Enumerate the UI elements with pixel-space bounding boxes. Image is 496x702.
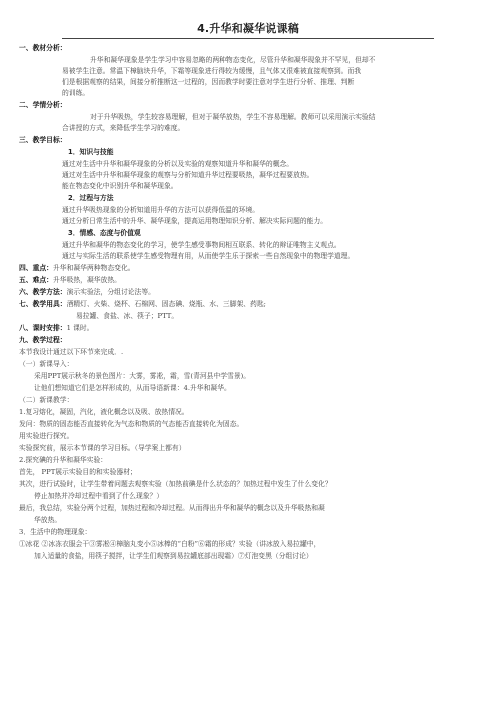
paragraph-line: 升华和凝华现象是学生学习中容易忽略的两种物态变化，尽管升华和凝华现象并不罕见，但却不 [90,56,376,64]
schedule-label: 八、课时安排： [19,324,67,332]
title-underline [62,38,434,39]
process-line: （一）新课导入： [19,360,74,368]
tools-text: 酒精灯、火柴、烧杯、石棉网、固态碘、烧瓶、水、三脚架、药匙; [66,300,266,308]
process-line: 首先， PPT展示实验目的和实验器材； [19,468,137,476]
paragraph-line: 易被学生注意。常温下樟脑块升华，下霜等现象进行得较为缓慢，且气体又很难被直接观察到。而我 [62,67,362,75]
paragraph-line: 能在物态变化中识别升华和凝华现象。 [62,182,178,190]
subheading-process-methods: 2．过程与方法 [68,194,114,202]
process-line: 其次，进行试验时，让学生带着问题去观察实验（加热前碘是什么状态的？加热过程中发生了什么变化？ [19,480,332,488]
process-line: 华放热。 [34,516,62,524]
process-line: 采用PPT展示秋冬的景色图片：大雾，雾凇，霜，雪(青河县中学雪景)。 [34,372,251,380]
tools-label: 七、教学用具： [19,300,67,308]
process-line: 最后，我总结，实验分两个过程，加热过程和冷却过程。从而得出升华和凝华的概念以及升华吸热和凝 [19,504,325,512]
process-line: 3．生活中的物理现象： [19,528,92,536]
process-line: 让他们想知道它们是怎样形成的，从而导语新课：4.升华和凝华。 [34,384,231,392]
methods-label: 六、教学方法： [19,288,67,296]
difficulties-label: 五、难点： [19,276,53,284]
process-line: 1.复习熔化，凝固，汽化，液化概念以及吸、放热情况。 [19,408,189,416]
difficulties-row [19,276,121,285]
paragraph-line: 合讲授的方式，来降低学生学习的难度。 [62,124,185,132]
key-points-row [19,264,135,273]
schedule-row [19,324,93,333]
document-title: 4.升华和凝华说课稿 [197,22,299,35]
subheading-knowledge-skills: 1．知识与技能 [68,148,114,156]
section-heading-student-analysis: 二、学情分析： [19,101,67,109]
process-line: 加入适量的食盐，用筷子搅拌，让学生们观察到易拉罐底部出现霜）⑦灯泡变黑（分组讨论） [34,552,313,560]
subheading-attitude-values: 3．情感、态度与价值观 [68,229,141,237]
process-line: （二）新课教学： [19,396,74,404]
key-points-text: 升华和凝华两种物态变化。 [52,264,135,272]
paragraph-line: 通过分析日常生活中的升华、凝华现象，提高运用物理知识分析、解决实际问题的能力。 [62,217,328,225]
section-heading-teaching-process: 九、教学过程： [19,336,67,344]
paragraph-line: 的训练。 [62,89,90,97]
difficulties-text: 升华吸热，凝华放热。 [52,276,121,284]
tools-text-continued: 易拉罐、食盐、冰、筷子；PTT。 [76,312,179,320]
process-line: 实验探究前，展示本节课的学习目标。（导学案上都有） [19,444,186,452]
paragraph-line: 们是根据观察的结果，间接分析推断这一过程的，因而教学时要注意对学生进行分析、推理、判断 [62,78,355,86]
section-heading-teaching-material: 一、教材分析： [19,44,67,52]
tools-row [19,300,266,309]
process-line: ①冰花 ②冰冻衣服会干③雾凇④樟脑丸变小⑤冰棒的“白粉”⑥霜的形成？实验（讲冰放入易拉罐中， [19,540,321,548]
paragraph-line: 对于升华吸热，学生较容易理解，但对于凝华放热，学生不容易理解。教师可以采用演示实验结 [90,113,376,121]
process-line: 停止加热并冷却过程中看到了什么现象？） [34,492,164,500]
section-heading-teaching-goals: 三、教学目标： [19,136,67,144]
key-points-label: 四、重点： [19,264,53,272]
process-line: 发问：物质的固态能否直接转化为气态和物质的气态能否直接转化为固态。 [19,420,244,428]
paragraph-line: 通过对生活中升华和凝华现象的观察与分析知道升华过程要吸热，凝华过程要放热。 [62,171,314,179]
schedule-text: 1 课时。 [66,324,94,332]
paragraph-line: 通过与实际生活的联系使学生感受物理有用，从而使学生乐于探索一些自然现象中的物理学道理。 [62,252,355,260]
methods-text: 演示实验法，分组讨论法等。 [66,288,155,296]
process-line: 用实验进行探究。 [19,432,74,440]
process-line: 2.探究碘的升华和凝华实验： [19,456,108,464]
paragraph-line: 通过对生活中升华和凝华现象的分析以及实验的观察知道升华和凝华的概念。 [62,160,294,168]
methods-row [19,288,155,297]
process-line: 本节我设计通过以下环节来完成．. [19,348,124,356]
paragraph-line: 通过升华吸热现象的分析知道用升华的方法可以获得低温的环境。 [62,206,260,214]
paragraph-line: 通过升华和凝华的物态变化的学习，使学生感受事物间相互联系、转化的辩证唯物主义观点。 [62,241,341,249]
